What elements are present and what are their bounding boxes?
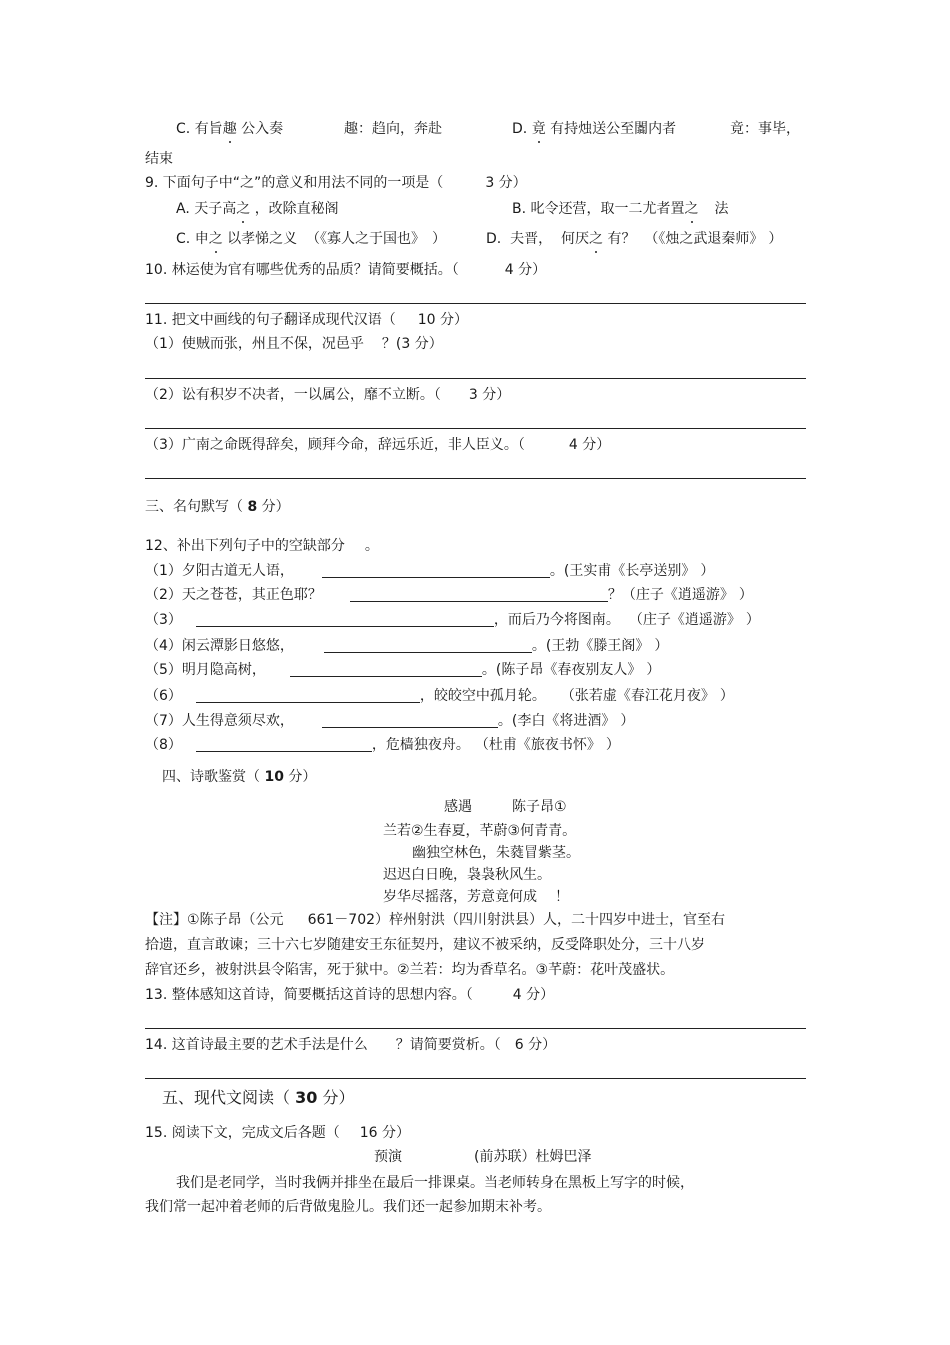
q12-blank-1[interactable] (322, 563, 550, 578)
poem-title: 感遇 (444, 799, 472, 815)
q12-blank-4[interactable] (324, 638, 532, 653)
q8-option-d-definition-cont: 结束 (145, 151, 173, 167)
note-line-3: 辞官还乡，被射洪县令陷害，死于狱中。②兰若：均为香草名。③芊蔚：花叶茂盛状。 (145, 962, 675, 978)
passage-author: (前苏联）杜姆巴泽 (474, 1149, 592, 1165)
q14-answer-line[interactable] (145, 1078, 806, 1079)
q12-blank-7[interactable] (322, 713, 498, 728)
q13-answer-line[interactable] (145, 1028, 806, 1029)
q12-line-7: （7）人生得意须尽欢， 。(李白《将进酒》 ） (145, 713, 635, 729)
q11-answer-line-1[interactable] (145, 378, 806, 379)
q14-stem: 14. 这首诗最主要的艺术手法是什么 ？请简要赏析。（ 6 分） (145, 1037, 557, 1053)
passage-paragraph-1: 我们是老同学，当时我俩并排坐在最后一排课桌。当老师转身在黑板上写字的时候， (176, 1175, 694, 1191)
q9-option-d: D. 夫晋， 何厌之 有？ （《烛之武退秦师》 ） (486, 231, 783, 247)
q13-stem: 13. 整体感知这首诗，简要概括这首诗的思想内容。（ 4 分） (145, 987, 555, 1003)
poem-line-3: 迟迟白日晚，袅袅秋风生。 (383, 867, 551, 883)
q11-sentence-1: （1）使贼而张，州且不保，况邑乎 ？(3 分） (145, 336, 443, 352)
q11-stem: 11. 把文中画线的句子翻译成现代汉语（ 10 分） (145, 312, 468, 328)
q11-sentence-2: （2）讼有积岁不决者，一以属公，靡不立断。（ 3 分） (145, 387, 511, 403)
q10-stem: 10. 林运使为官有哪些优秀的品质？请简要概括。（ 4 分） (145, 262, 547, 278)
passage-title: 预演 (374, 1149, 402, 1165)
q11-answer-line-2[interactable] (145, 428, 806, 429)
q12-blank-5[interactable] (290, 662, 482, 677)
q12-blank-3[interactable] (196, 612, 494, 627)
q9-option-c: C. 申之 以孝悌之义 （《寡人之于国也》 ） (176, 231, 447, 247)
q12-blank-6[interactable] (196, 688, 420, 703)
q9-option-b: B. 叱令还营，取一二尤者置之 法 (512, 201, 729, 217)
q8-option-c-definition: 趣：趋向，奔赴 (344, 121, 442, 137)
q15-stem: 15. 阅读下文，完成文后各题（ 16 分） (145, 1125, 410, 1141)
q12-line-8: （8） ，危樯独夜舟。 （杜甫《旅夜书怀》 ） (145, 737, 620, 753)
q9-option-a: A. 天子高之 ，改除直秘阁 (176, 201, 339, 217)
q8-option-d-definition: 竟：事毕， (730, 121, 800, 137)
q8-option-d: D. 竟 有持烛送公至闟内者 (512, 121, 677, 137)
poem-line-2: 幽独空林色，朱蕤冒紫茎。 (412, 845, 580, 861)
q12-line-2: （2）天之苍苍，其正色耶？ ？（庄子《逍遥游》 ） (145, 587, 753, 603)
poem-line-1: 兰若②生春夏，芊蔚③何青青。 (383, 823, 577, 839)
q12-line-6: （6） ，皎皎空中孤月轮。 （张若虚《春江花月夜》 ） (145, 688, 734, 704)
section-5-heading: 五、现代文阅读（ 30 分） (162, 1088, 355, 1107)
note-line-1: 【注】①陈子昂（公元 661－702）梓州射洪（四川射洪县）人，二十四岁中进士，官至右 (145, 912, 726, 928)
note-line-2: 拾遗，直言敢谏；三十六七岁随建安王东征契丹，建议不被采纳，反受降职处分，三十八岁 (145, 937, 705, 953)
q12-blank-2[interactable] (350, 587, 608, 602)
q10-answer-line[interactable] (145, 303, 806, 304)
q12-line-1: （1）夕阳古道无人语， 。(王实甫《长亭送别》 ） (145, 563, 715, 579)
q9-stem: 9. 下面句子中“之”的意义和用法不同的一项是（ 3 分） (145, 175, 527, 191)
section-3-heading: 三、名句默写（ 8 分） (145, 499, 290, 515)
q11-sentence-3: （3）广南之命既得辞矣，顾拜今命，辞远乐近，非人臣义。（ 4 分） (145, 437, 611, 453)
q11-answer-line-3[interactable] (145, 478, 806, 479)
q12-blank-8[interactable] (196, 737, 372, 752)
q12-line-3: （3） ，而后乃今将图南。 （庄子《逍遥游》 ） (145, 612, 760, 628)
passage-paragraph-2: 我们常一起冲着老师的后背做鬼脸儿。我们还一起参加期末补考。 (145, 1199, 551, 1215)
q12-line-5: （5）明月隐高树， 。(陈子昂《春夜别友人》 ） (145, 662, 661, 678)
section-4-heading: 四、诗歌鉴赏（ 10 分） (162, 769, 317, 785)
q12-line-4: （4）闲云潭影日悠悠， 。(王勃《滕王阁》 ） (145, 638, 669, 654)
poem-author: 陈子昂① (512, 799, 567, 815)
q8-option-c: C. 有旨趣 公入奏 (176, 121, 284, 137)
poem-line-4: 岁华尽摇落，芳意竟何成 ！ (383, 889, 569, 905)
q12-stem: 12、补出下列句子中的空缺部分 。 (145, 538, 379, 554)
